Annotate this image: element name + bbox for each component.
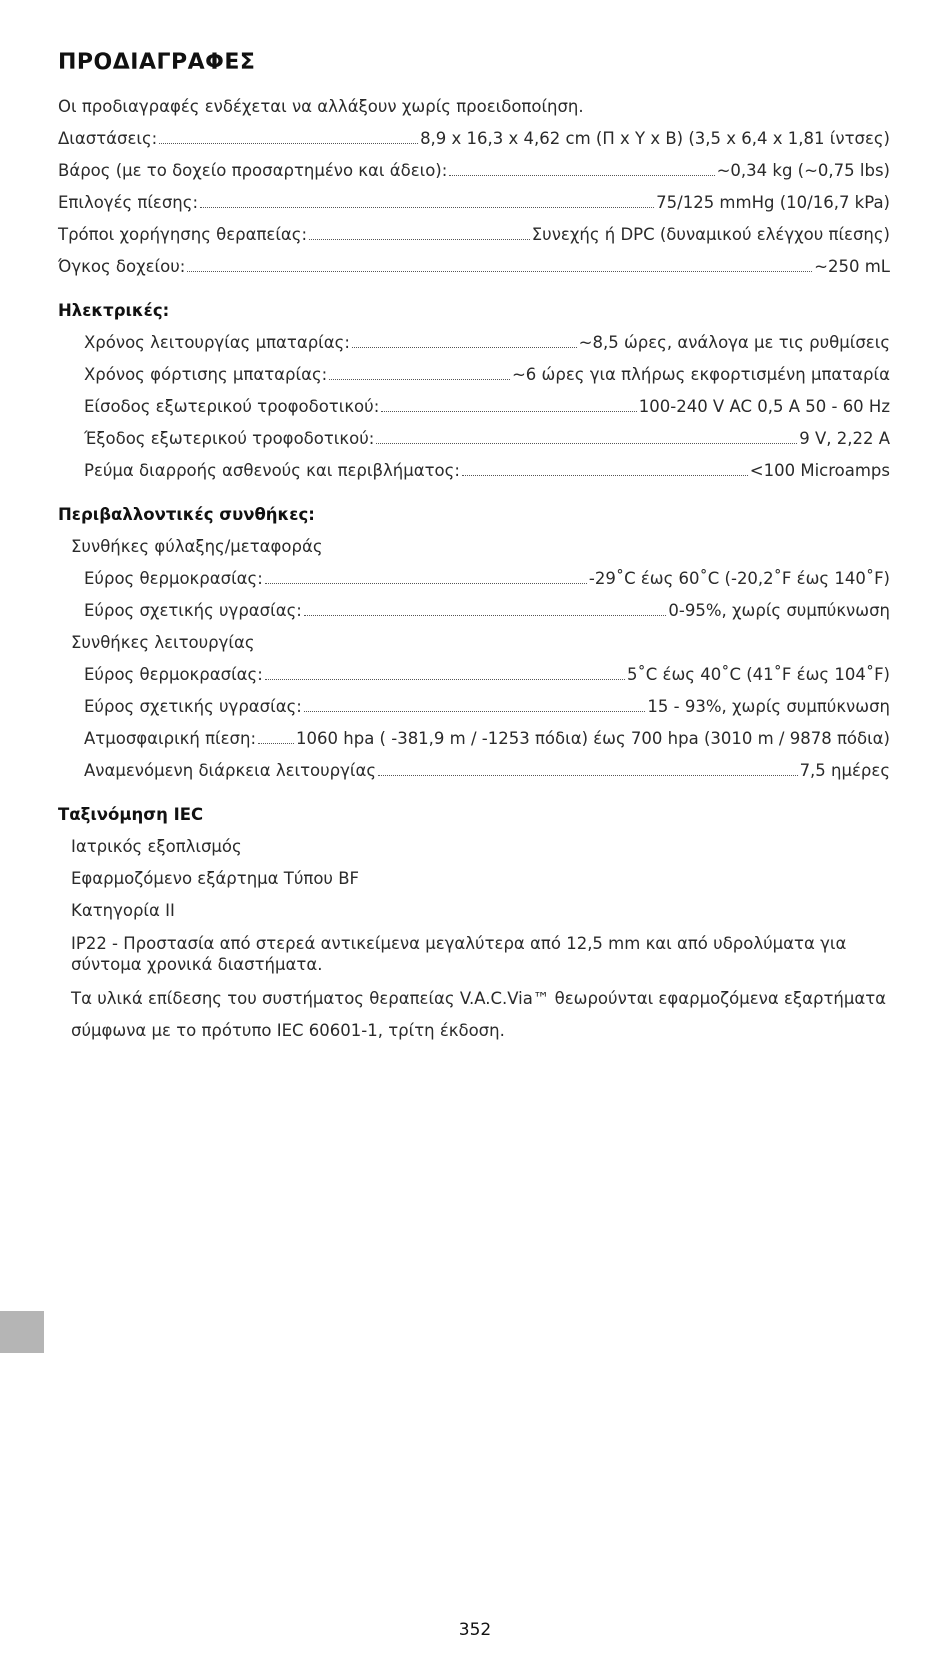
dot-leader — [258, 737, 294, 744]
spec-value: -29˚C έως 60˚C (-20,2˚F έως 140˚F) — [588, 569, 890, 588]
spec-label: Ατμοσφαιρική πίεση: — [84, 729, 257, 748]
spec-label: Αναμενόμενη διάρκεια λειτουργίας — [84, 761, 377, 780]
iec-materials-line-2: σύμφωνα με το πρότυπο IEC 60601-1, τρίτη έκδοση. — [71, 1021, 505, 1040]
side-tab-marker — [0, 1311, 44, 1353]
dot-leader — [378, 769, 798, 776]
spec-row-atmospheric-pressure — [58, 723, 890, 755]
dot-leader — [449, 169, 714, 176]
dot-leader — [329, 373, 510, 380]
spec-value: 8,9 x 16,3 x 4,62 cm (Π x Υ x Β) (3,5 x 6,4 x 1,81 ίντσες) — [420, 129, 890, 148]
spec-row-storage-temperature — [58, 563, 890, 595]
iec-item: Εφαρμοζόμενο εξάρτημα Τύπου BF — [71, 869, 360, 888]
dot-leader — [265, 673, 625, 680]
spec-row-expected-duration — [58, 755, 890, 787]
spec-row-canister-volume — [58, 251, 890, 283]
spec-row-dimensions — [58, 123, 890, 155]
spec-value: ~0,34 kg (~0,75 lbs) — [716, 161, 890, 180]
subheading-operating: Συνθήκες λειτουργίας — [71, 633, 255, 652]
spec-label: Εύρος σχετικής υγρασίας: — [84, 601, 302, 620]
subheading-storage: Συνθήκες φύλαξης/μεταφοράς — [71, 537, 323, 556]
spec-row-operating-temperature — [58, 659, 890, 691]
iec-item: Κατηγορία II — [71, 901, 175, 920]
intro-text: Οι προδιαγραφές ενδέχεται να αλλάξουν χωρίς προειδοποίηση. — [58, 97, 584, 116]
spec-label: Ρεύμα διαρροής ασθενούς και περιβλήματος: — [84, 461, 460, 480]
spec-label: Διαστάσεις: — [58, 129, 158, 148]
spec-label: Έξοδος εξωτερικού τροφοδοτικού: — [84, 429, 375, 448]
dot-leader — [200, 201, 654, 208]
spec-row-pressure-options — [58, 187, 890, 219]
dot-leader — [265, 577, 587, 584]
spec-label: Βάρος (με το δοχείο προσαρτημένο και άδειο): — [58, 161, 448, 180]
spec-value: 100-240 V AC 0,5 A 50 - 60 Hz — [638, 397, 890, 416]
dot-leader — [159, 137, 418, 144]
dot-leader — [187, 265, 812, 272]
spec-row-battery-runtime — [58, 327, 890, 359]
spec-value: 9 V, 2,22 A — [799, 429, 890, 448]
spec-value: <100 Microamps — [749, 461, 890, 480]
dot-leader — [376, 437, 797, 444]
spec-label: Εύρος θερμοκρασίας: — [84, 665, 263, 684]
page-title: ΠΡΟΔΙΑΓΡΑΦΕΣ — [58, 50, 256, 75]
spec-value: 5˚C έως 40˚C (41˚F έως 104˚F) — [627, 665, 890, 684]
dot-leader — [309, 233, 530, 240]
spec-row-power-input — [58, 391, 890, 423]
section-heading-electrical: Ηλεκτρικές: — [58, 301, 170, 320]
spec-row-leakage-current — [58, 455, 890, 487]
spec-row-storage-humidity — [58, 595, 890, 627]
spec-label: Εύρος θερμοκρασίας: — [84, 569, 263, 588]
section-heading-iec: Ταξινόμηση IEC — [58, 805, 204, 824]
spec-value: 0-95%, χωρίς συμπύκνωση — [668, 601, 890, 620]
spec-label: Εύρος σχετικής υγρασίας: — [84, 697, 302, 716]
spec-value: 1060 hpa ( -381,9 m / -1253 πόδια) έως 700 hpa (3010 m / 9878 πόδια) — [296, 729, 890, 748]
specifications-page — [58, 50, 890, 1047]
spec-value: Συνεχής ή DPC (δυναμικού ελέγχου πίεσης) — [531, 225, 890, 244]
spec-label: Είσοδος εξωτερικού τροφοδοτικού: — [84, 397, 380, 416]
spec-value: ~250 mL — [814, 257, 890, 276]
spec-label: Τρόποι χορήγησης θεραπείας: — [58, 225, 308, 244]
spec-row-weight — [58, 155, 890, 187]
page-number: 352 — [458, 1620, 492, 1640]
dot-leader — [304, 609, 667, 616]
spec-value: ~8,5 ώρες, ανάλογα με τις ρυθμίσεις — [578, 333, 890, 352]
spec-row-operating-humidity — [58, 691, 890, 723]
dot-leader — [304, 705, 646, 712]
spec-label: Επιλογές πίεσης: — [58, 193, 199, 212]
spec-value: 75/125 mmHg (10/16,7 kPa) — [656, 193, 890, 212]
spec-value: 15 - 93%, χωρίς συμπύκνωση — [647, 697, 890, 716]
spec-value: 7,5 ημέρες — [799, 761, 890, 780]
spec-label: Όγκος δοχείου: — [58, 257, 186, 276]
dot-leader — [462, 469, 748, 476]
spec-label: Χρόνος φόρτισης μπαταρίας: — [84, 365, 328, 384]
dot-leader — [381, 405, 636, 412]
iec-ip-rating-note: IP22 - Προστασία από στερεά αντικείμενα μεγαλύτερα από 12,5 mm και από υδρολύματα για σύντομα χρονικά διαστήματα. — [71, 934, 847, 974]
iec-materials-line-1: Τα υλικά επίδεσης του συστήματος θεραπείας V.A.C.Via™ θεωρούνται εφαρμοζόμενα εξαρτήματα — [71, 989, 887, 1008]
spec-label: Χρόνος λειτουργίας μπαταρίας: — [84, 333, 350, 352]
spec-row-battery-charge-time — [58, 359, 890, 391]
spec-value: ~6 ώρες για πλήρως εκφορτισμένη μπαταρία — [511, 365, 890, 384]
spec-row-therapy-modes — [58, 219, 890, 251]
section-heading-environmental: Περιβαλλοντικές συνθήκες: — [58, 505, 315, 524]
dot-leader — [352, 341, 577, 348]
spec-row-power-output — [58, 423, 890, 455]
iec-item: Ιατρικός εξοπλισμός — [71, 837, 242, 856]
